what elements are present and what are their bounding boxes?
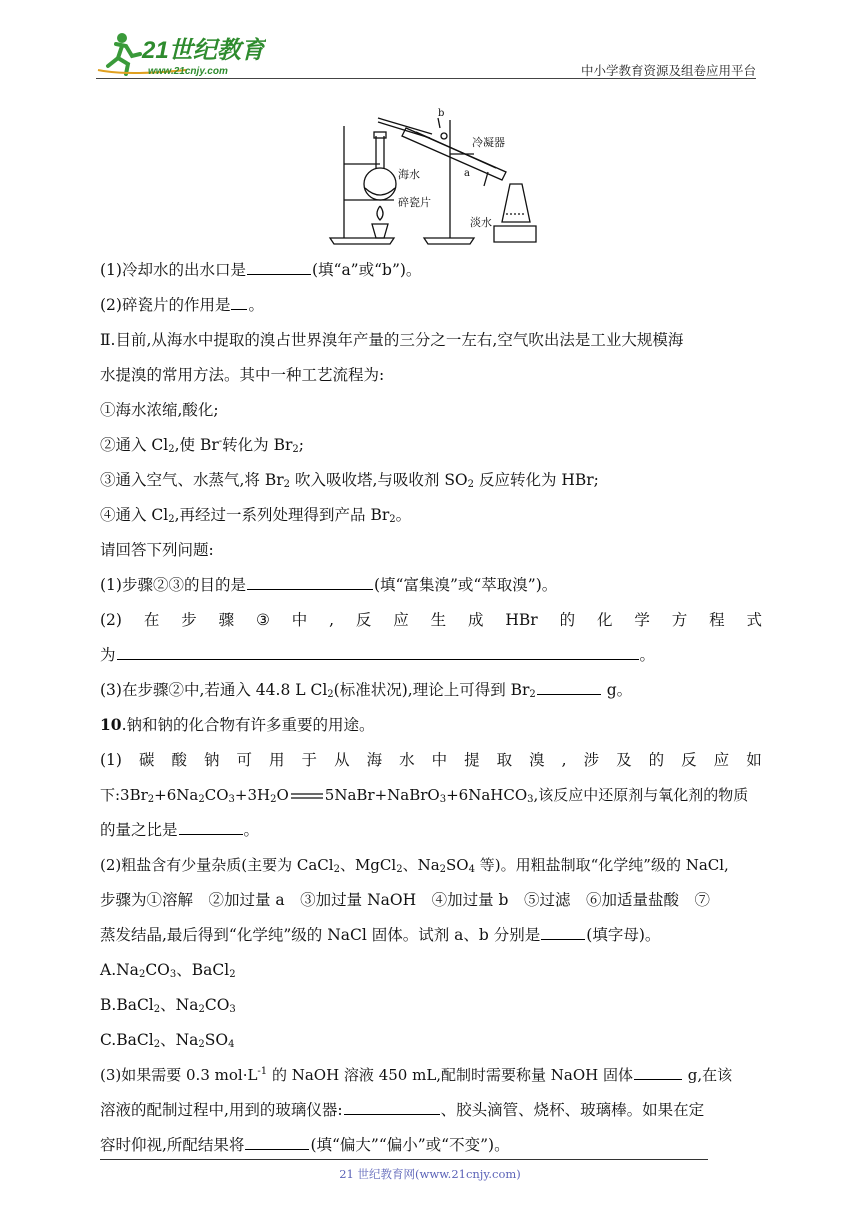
site-logo (96, 30, 266, 78)
q10-p1-line1: (1) 碳 酸 钠 可 用 于 从 海 水 中 提 取 溴 , 涉 及 的 反 应 如 (100, 751, 762, 769)
site-tagline: 中小学教育资源及组卷应用平台 (580, 63, 756, 78)
q10-p1-blank[interactable] (179, 818, 243, 835)
q2-line: (2)碎瓷片的作用是 。 (100, 293, 762, 317)
logo-url: www.21cnjy.com (148, 66, 228, 77)
ask-line: 请回答下列问题: (100, 541, 214, 559)
step1-line: ①海水浓缩,酸化; (100, 401, 219, 419)
part2-intro-line2: 水提溴的常用方法。其中一种工艺流程为: (100, 366, 385, 384)
q2-answer-blank[interactable] (231, 293, 247, 310)
part2-q2-blank[interactable] (117, 643, 639, 660)
step2-line: ②通入 $Cl_2$,使 Br-转化为 $Br_2$; (100, 436, 305, 455)
q10-p1-line2: 下$:3Br_2+6Na_2CO_3+3H_2O$ 5NaBr+NaBrO$_3$+6NaHCO$_3$,该反应中还原剂与氧化剂的物质 (100, 786, 749, 805)
header-divider (96, 78, 756, 79)
equals-sign-icon (290, 791, 324, 801)
part2-q2-line1: (2) 在 步 骤 ③ 中 , 反 应 生 成 HBr 的 化 学 方 程 式 (100, 611, 762, 629)
footer-text: 21 世纪教育网(www.21cnjy.com) (339, 1167, 521, 1181)
logo-text: 21世纪教育 (142, 37, 265, 64)
q10-p1-line3: 的量之比是 。 (100, 818, 762, 842)
label-a: a (464, 168, 470, 179)
q10-p3-glassware-blank[interactable] (344, 1098, 440, 1115)
option-a[interactable]: $A.Na_2CO_3$、BaCl$_2$ (100, 961, 236, 980)
label-seawater: 海水 (398, 168, 420, 181)
label-fresh-water: 淡水 (470, 216, 492, 229)
part2-q1-line: (1)步骤②③的目的是 (填“富集溴”或“萃取溴”)。 (100, 573, 762, 597)
q1-answer-blank[interactable] (247, 258, 311, 275)
q1-line: (1)冷却水的出水口是 (填“a”或“b”)。 (100, 258, 762, 282)
footer-divider (100, 1159, 708, 1160)
part2-q3-blank[interactable] (537, 678, 601, 695)
option-c[interactable]: C.BaCl$_2$、$Na_2SO_4$ (100, 1031, 235, 1050)
label-chips: 碎瓷片 (398, 196, 431, 209)
step3-line: ③通入空气、水蒸气,将 $Br_2$ 吹入吸收塔,与吸收剂 $SO_2$ 反应转化为 HBr; (100, 471, 599, 490)
q10-p3-line2: 溶液的配制过程中,用到的玻璃仪器: 、胶头滴管、烧杯、玻璃棒。如果在定 (100, 1098, 762, 1122)
q10-p2-blank[interactable] (541, 923, 585, 940)
step4-line: ④通入 $Cl_2$,再经过一系列处理得到产品 $Br_2$。 (100, 506, 412, 525)
option-b[interactable]: B.BaCl$_2$、$Na_2CO_3$ (100, 996, 236, 1015)
distillation-apparatus-figure (324, 106, 540, 250)
page-header (0, 0, 860, 80)
q10-p2-line3: 蒸发结晶,最后得到“化学纯”级的 NaCl 固体。试剂 a、b 分别是 (填字母)。 (100, 923, 762, 947)
q10-title-line: 10.钠和钠的化合物有许多重要的用途。 (100, 715, 375, 734)
part2-q3-line: (3)在步骤②中,若通入 44.8 L $Cl_2$(标准状况),理论上可得到 $Br_2$ g。 (100, 678, 762, 702)
label-condenser: 冷凝器 (472, 136, 505, 149)
q10-p2-line1: (2)粗盐含有少量杂质(主要为 CaCl$_2$、MgCl$_2$、$Na_2SO_4$ 等)。用粗盐制取“化学纯”级的 NaCl, (100, 856, 729, 875)
q10-p2-line2: 步骤为①溶解 ②加过量 a ③加过量 NaOH ④加过量 b ⑤过滤 ⑥加适量盐酸 ⑦ (100, 891, 710, 909)
label-b: b (438, 108, 445, 119)
q10-p3-line3: 容时仰视,所配结果将 (填“偏大”“偏小”或“不变”)。 (100, 1133, 762, 1157)
part2-q2-line2: 为 。 (100, 643, 762, 667)
q10-number: 10 (100, 715, 122, 734)
part2-intro-line1: Ⅱ.目前,从海水中提取的溴占世界溴年产量的三分之一左右,空气吹出法是工业大规模海 (100, 331, 684, 349)
q10-p3-result-blank[interactable] (245, 1133, 309, 1150)
q10-p3-mass-blank[interactable] (634, 1063, 682, 1080)
q10-p3-line1: (3)如果需要 0.3 $mol\cdot L^{-1}$ 的 NaOH 溶液 450 mL,配制时需要称量 NaOH 固体 g,在该 (100, 1063, 762, 1087)
part2-q1-blank[interactable] (247, 573, 373, 590)
